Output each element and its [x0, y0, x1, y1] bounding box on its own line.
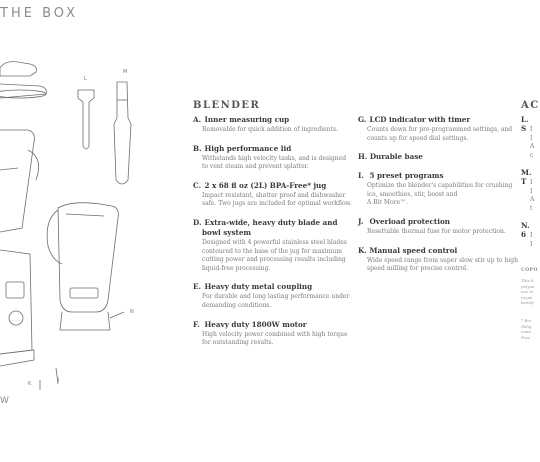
feature-item-a: A. Inner measuring cup Removable for quick addition of ingredients. [193, 115, 338, 133]
accessory-desc-m: I I A t [530, 179, 535, 212]
diagram-label-n: N [130, 309, 134, 315]
tamper-l-illustration [78, 90, 94, 149]
accessory-desc-n: I I [530, 232, 533, 248]
jug-illustration-left [0, 130, 39, 232]
diagram-label-k: K [28, 381, 32, 387]
accessory-item-n: N. 6 [521, 221, 530, 239]
feature-item-b: B. High performance lid Withstands high velocity tasks, and is designed to vent steam and prevent splatter. [193, 143, 347, 171]
feature-item-f: F. Heavy duty 1800W motor High velocity power combined with high torque for outstanding results. [193, 319, 348, 347]
fineprint-footnote: * Bre (bilig mate Free [521, 318, 532, 340]
feature-item-i: I. 5 preset programs Optimize the blender's capabilities for crushing ice, smoothies, stir, boost and A Bit More™. [358, 171, 513, 207]
blender-exploded-illustration [0, 50, 160, 420]
diagram-label-m: M [123, 69, 128, 75]
blender-heading: BLENDER [193, 100, 261, 111]
feature-item-j: J. Overload protection Resettable thermal fuse for motor protection. [358, 216, 506, 235]
lid-illustration [0, 62, 46, 98]
feature-item-d: D. Extra-wide, heavy duty blade and bowl system Designed with 4 powerful stainless steel blades contoured to the base of the jug for maximum cutting power and processing results including liquid-free processing. [193, 217, 347, 272]
fineprint-heading: COPO [521, 268, 538, 273]
feature-item-c: C. 2 x 68 fl oz (2L) BPA-Free* jug Impact resistant, shatter proof and dishwasher safe. Two jugs are included for optimal workflow. [193, 180, 352, 208]
blender-features-right [358, 115, 520, 283]
accessory-item-l: L. S [521, 115, 529, 133]
accessory-item-m: M. T [521, 168, 532, 186]
feature-item-e: E. Heavy duty metal coupling For durable and long lasting performance under demanding conditions. [193, 282, 350, 309]
diagram-label-j: J [58, 377, 60, 383]
header-title: THE BOX [0, 6, 79, 21]
diagram-label-l: L [84, 76, 87, 82]
jug-illustration-right [47, 203, 124, 330]
accessories-heading: AC [521, 100, 540, 111]
accessory-desc-l: I I A c [530, 126, 535, 159]
feature-item-h: H. Durable base [358, 152, 423, 162]
scraper-m-illustration [114, 82, 131, 184]
feature-item-k: K. Manual speed control Wide speed range from super slow stir up to high speed milling for precise control. [358, 245, 518, 273]
fineprint-block: This b polyan use m respo benefi [521, 278, 535, 305]
footer-partial-label: W [0, 396, 10, 406]
feature-item-g: G. LCD indicator with timer Counts down for pre-programmed settings, and counts up for speed dial settings. [358, 115, 513, 142]
blender-features-left [193, 115, 358, 357]
base-illustration-left [0, 250, 34, 366]
